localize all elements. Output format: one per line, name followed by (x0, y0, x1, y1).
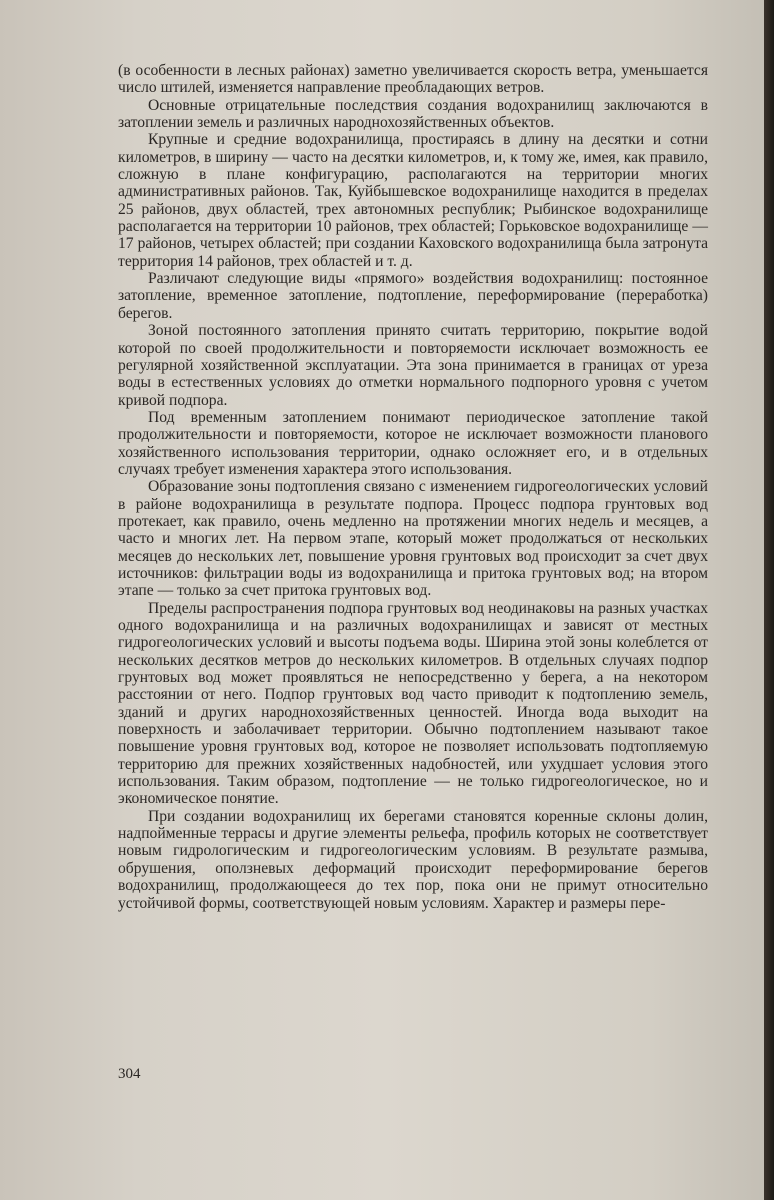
paragraph-3: Крупные и средние водохранилища, простираясь в длину на десятки и сотни километров, в ширину — часто на десятки километров, и, к тому же, имея, как правило, сложную в плане конфигурацию, располагаются на территории многих административных районов. Так, Куйбышевское водохранилище находится в пределах 25 районов, двух областей, трех автономных республик; Рыбинское водохранилище располагается на территории 10 районов, трех областей; Горьковское водохранилище — 17 районов, четырех областей; при создании Каховского водохранилища была затронута территория 14 районов, трех областей и т. д. (118, 131, 708, 270)
paragraph-8: Пределы распространения подпора грунтовых вод неодинаковы на разных участках одного водохранилища и на различных водохранилищах и зависят от местных гидрогеологических условий и высоты подъема воды. Ширина этой зоны колеблется от нескольких десятков метров до нескольких километров. В отдельных случаях подпор грунтовых вод может проявляться не непосредственно у берега, а на некотором расстоянии от него. Подпор грунтовых вод часто приводит к подтоплению земель, зданий и других народнохозяйственных ценностей. Иногда вода выходит на поверхность и заболачивает территории. Обычно подтоплением называют такое повышение уровня грунтовых вод, которое не позволяет использовать подтопляемую территорию для прежних хозяйственных надобностей, или ухудшает условия этого использования. Таким образом, подтопление — не только гидрогеологическое, но и экономическое понятие. (118, 599, 708, 808)
paragraph-4: Различают следующие виды «прямого» воздействия водохранилищ: постоянное затопление, временное затопление, подтопление, переформирование (переработка) берегов. (118, 270, 708, 322)
paragraph-7: Образование зоны подтопления связано с изменением гидрогеологических условий в районе водохранилища в результате подпора. Процесс подпора грунтовых вод протекает, как правило, очень медленно на протяжении многих недель и месяцев, а часто и многих лет. На первом этапе, который может продолжаться от нескольких месяцев до нескольких лет, повышение уровня грунтовых вод происходит за счет двух источников: фильтрации воды из водохранилища и притока грунтовых вод; на втором этапе — только за счет притока грунтовых вод. (118, 478, 708, 600)
paragraph-9: При создании водохранилищ их берегами становятся коренные склоны долин, надпойменные террасы и другие элементы рельефа, профиль которых не соответствует новым гидрологическим и гидрогеологическим условиям. В результате размыва, обрушения, оползневых деформаций происходит переформирование берегов водохранилищ, продолжающееся до тех пор, пока они не примут относительно устойчивой формы, соответствующей новым условиям. Характер и размеры пере- (118, 807, 708, 912)
page-number: 304 (118, 1066, 141, 1082)
body-text (118, 62, 708, 912)
paragraph-1: (в особенности в лесных районах) заметно увеличивается скорость ветра, уменьшается число штилей, изменяется направление преобладающих ветров. (118, 62, 708, 97)
paragraph-6: Под временным затоплением понимают периодическое затопление такой продолжительности и повторяемости, которое не исключает возможности планового хозяйственного использования территории, однако осложняет его, и в отдельных случаях требует изменения характера этого использования. (118, 408, 708, 478)
paragraph-2: Основные отрицательные последствия создания водохранилищ заключаются в затоплении земель и различных народнохозяйственных объектов. (118, 96, 708, 132)
paragraph-5: Зоной постоянного затопления принято считать территорию, покрытие водой которой по своей продолжительности и повторяемости исключает возможность ее регулярной хозяйственной эксплуатации. Эта зона принимается в границах от уреза воды в естественных условиях до отметки нормального подпорного уровня с учетом кривой подпора. (118, 322, 708, 409)
book-edge (764, 0, 774, 1200)
